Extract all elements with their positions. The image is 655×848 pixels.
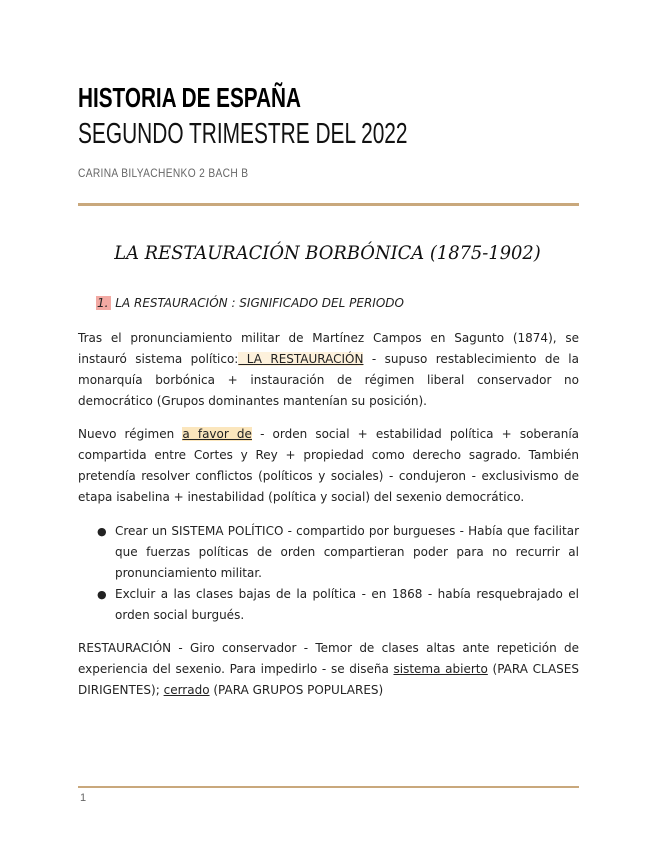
subheading [96,296,404,310]
bullet-icon: ● [97,525,107,538]
paragraph-1 [78,328,579,412]
header-divider [78,203,579,206]
list-item-text: Crear un SISTEMA POLÍTICO - compartido por burgueses - Había que facilitar que fuerzas políticas de orden compartieran poder para no recurrir al pronunciamiento militar. [115,524,579,580]
paragraph-3-underline-2: cerrado [163,683,210,697]
bullet-list [78,521,579,626]
paragraph-1-highlight: LA RESTAURACIÓN [238,352,364,366]
paragraph-3-underline-1: sistema abierto [393,662,488,676]
list-item [78,584,579,626]
paragraph-2-text-a: Nuevo régimen [78,427,183,441]
paragraph-3 [78,638,579,701]
paragraph-2-text-b: - orden social + estabilidad política + soberanía compartida entre Cortes y Rey + propiedad como derecho sagrado. También pretendía resolver conflictos (políticos y sociales) - condujeron - exclusivismo de etapa isabelina + inestabilidad (política y social) del sexenio democrático. [78,427,580,504]
author-line: CARINA BILYACHENKO 2 BACH B [78,166,249,180]
page-number: 1 [80,792,87,804]
section-title: LA RESTAURACIÓN BORBÓNICA (1875-1902) [114,242,541,264]
paragraph-3-text-a: RESTAURACIÓN - Giro conservador - Temor de clases altas ante repetición de experiencia del sexenio. Para impedirlo - se diseña [78,641,579,676]
footer-divider [78,786,579,788]
list-item [78,521,579,584]
paragraph-1-text-a: Tras el pronunciamiento militar de Martínez Campos en Sagunto (1874), se instauró sistema político: [78,331,579,366]
paragraph-2 [78,424,579,508]
document-title: HISTORIA DE ESPAÑA [78,82,301,113]
bullet-icon: ● [97,588,107,601]
document-subtitle: SEGUNDO TRIMESTRE DEL 2022 [78,118,408,150]
paragraph-2-highlight: a favor de [182,427,252,441]
paragraph-3-text-b: (PARA CLASES DIRIGENTES); [78,662,579,697]
list-item-text: Excluir a las clases bajas de la política - en 1868 - había resquebrajado el orden social burgués. [115,587,579,622]
subheading-text: LA RESTAURACIÓN : SIGNIFICADO DEL PERIODO [115,296,404,310]
paragraph-3-text-c: (PARA GRUPOS POPULARES) [209,683,384,697]
subheading-number: 1. [96,296,111,310]
paragraph-1-text-b: - supuso restablecimiento de la monarquía borbónica + instauración de régimen liberal conservador no democrático (Grupos dominantes mantenían su posición). [78,352,579,408]
